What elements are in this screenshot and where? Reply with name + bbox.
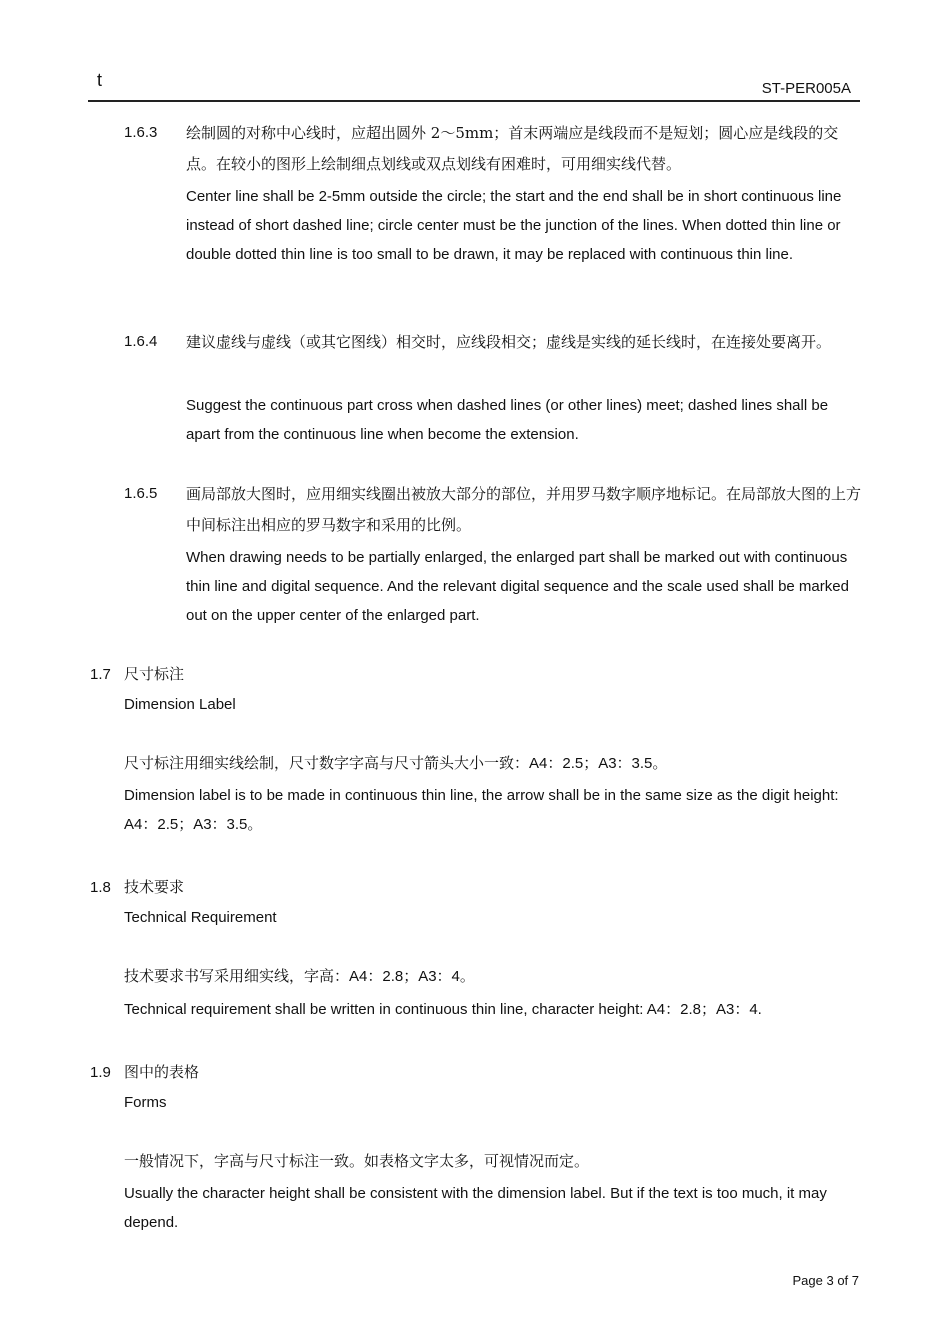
section-text-cn: 技术要求书写采用细实线，字高：A4：2.8；A3：4。 bbox=[124, 968, 475, 985]
section-title-cn: 技术要求 bbox=[124, 878, 185, 896]
subsection-text-en: Center line shall be 2-5mm outside the circle; the start and the end shall be in short continuous line instead of short dashed line; circle center must be the junction of the lines. When dotted thin line or double dotted thin line is too small to be drawn, it may be replaced with continuous thin line. bbox=[186, 188, 842, 263]
subsection-number: 1.6.3 bbox=[124, 124, 158, 141]
subsection-number: 1.6.4 bbox=[124, 333, 158, 350]
subsection-text-en: Suggest the continuous part cross when dashed lines (or other lines) meet; dashed lines shall be apart from the continuous line when become the extension. bbox=[186, 397, 829, 443]
page-number: Page 3 of 7 bbox=[792, 1273, 859, 1288]
section-title-cn: 图中的表格 bbox=[124, 1063, 200, 1081]
document-code: ST-PER005A bbox=[761, 80, 851, 97]
section-text-cn: 一般情况下，字高与尺寸标注一致。如表格文字太多，可视情况而定。 bbox=[124, 1153, 590, 1170]
section-number: 1.9 bbox=[90, 1064, 111, 1081]
subsection-text-cn: 画局部放大图时，应用细实线圈出被放大部分的部位，并用罗马数字顺序地标记。在局部放大图的上方中间标注出相应的罗马数字和采用的比例。 bbox=[186, 485, 862, 534]
section-text-cn: 尺寸标注用细实线绘制，尺寸数字字高与尺寸箭头大小一致：A4：2.5；A3：3.5。 bbox=[124, 755, 668, 772]
section-title-en: Technical Requirement bbox=[124, 909, 277, 926]
section-title-cn: 尺寸标注 bbox=[124, 665, 185, 683]
header-rule bbox=[88, 100, 860, 102]
subsection-text-cn: 建议虚线与虚线（或其它图线）相交时，应线段相交；虚线是实线的延长线时，在连接处要离开。 bbox=[186, 333, 832, 351]
section-title-en: Forms bbox=[124, 1094, 167, 1111]
section-number: 1.8 bbox=[90, 879, 111, 896]
section-text-en: Dimension label is to be made in continuous thin line, the arrow shall be in the same size as the digit height: A4：2.5；A3：3.5。 bbox=[124, 787, 839, 833]
section-title-en: Dimension Label bbox=[124, 696, 236, 713]
subsection-number: 1.6.5 bbox=[124, 485, 158, 502]
section-number: 1.7 bbox=[90, 666, 111, 683]
section-text-en: Technical requirement shall be written in continuous thin line, character height: A4：2.8；A3：4. bbox=[124, 1001, 762, 1018]
section-text-en: Usually the character height shall be consistent with the dimension label. But if the text is too much, it may depend. bbox=[124, 1185, 827, 1231]
header-left-mark: t bbox=[97, 70, 103, 90]
subsection-text-cn: 绘制圆的对称中心线时，应超出圆外 2～5mm；首末两端应是线段而不是短划；圆心应是线段的交点。在较小的图形上绘制细点划线或双点划线有困难时，可用细实线代替。 bbox=[186, 124, 839, 173]
subsection-text-en: When drawing needs to be partially enlarged, the enlarged part shall be marked out with continuous thin line and digital sequence. And the relevant digital sequence and the scale used shall be marked out on the upper center of the enlarged part. bbox=[186, 549, 849, 624]
